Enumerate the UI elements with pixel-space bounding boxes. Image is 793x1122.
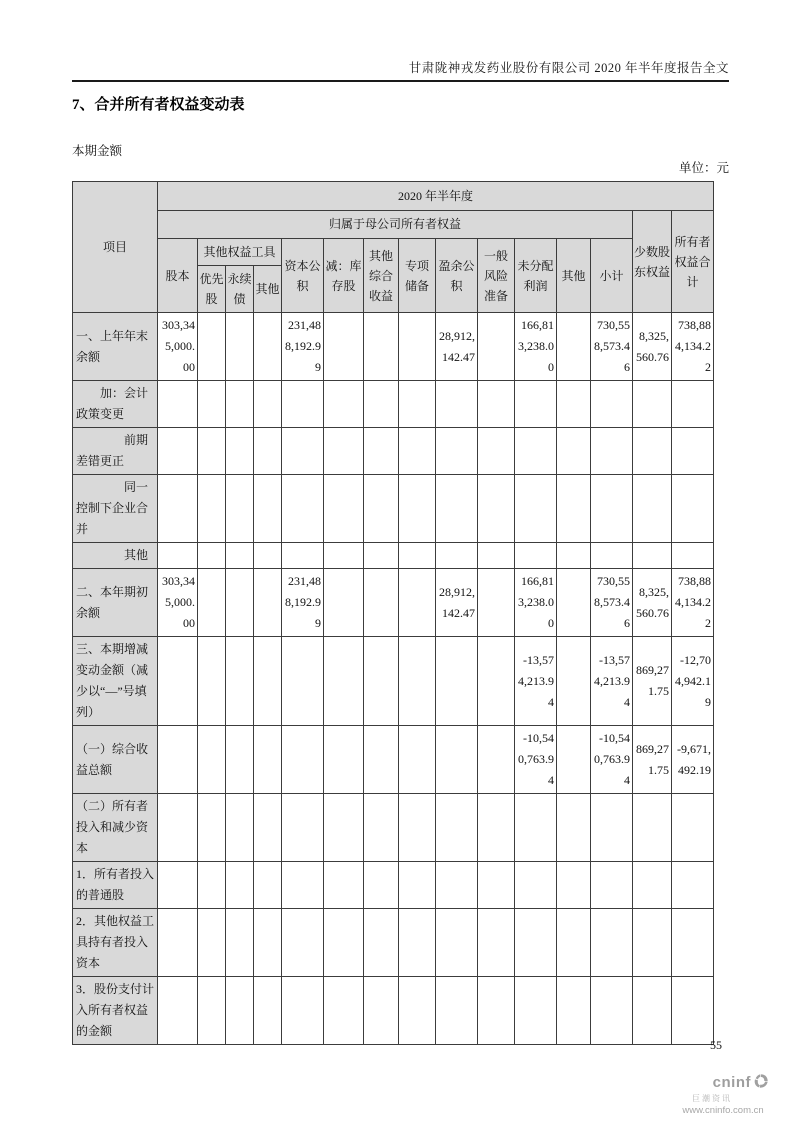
value-cell — [591, 543, 633, 569]
value-cell — [254, 381, 282, 428]
value-cell — [254, 428, 282, 475]
table-row — [73, 862, 714, 909]
value-cell — [633, 794, 672, 862]
col-header-other: 其他 — [557, 239, 591, 313]
value-cell — [226, 381, 254, 428]
value-cell — [158, 862, 198, 909]
value-cell — [364, 569, 399, 637]
value-cell: 166,813,238.00 — [515, 313, 557, 381]
value-cell — [226, 543, 254, 569]
value-cell — [557, 726, 591, 794]
value-cell — [254, 313, 282, 381]
value-cell — [478, 794, 515, 862]
value-cell — [436, 726, 478, 794]
value-cell — [198, 637, 226, 726]
value-cell — [478, 428, 515, 475]
value-cell — [515, 862, 557, 909]
value-cell: 166,813,238.00 — [515, 569, 557, 637]
table-row — [73, 569, 714, 637]
value-cell: -13,574,213.94 — [515, 637, 557, 726]
value-cell — [399, 569, 436, 637]
value-cell — [254, 637, 282, 726]
table-row — [73, 977, 714, 1045]
value-cell — [324, 543, 364, 569]
value-cell — [478, 381, 515, 428]
value-cell — [364, 381, 399, 428]
logo-chinese-name: 巨潮资讯 — [692, 1093, 732, 1103]
value-cell — [436, 794, 478, 862]
value-cell: 869,271.75 — [633, 726, 672, 794]
value-cell — [364, 313, 399, 381]
table-row — [73, 794, 714, 862]
value-cell — [591, 381, 633, 428]
value-cell — [436, 909, 478, 977]
value-cell — [226, 313, 254, 381]
row-label: 二、本年期初余额 — [73, 569, 158, 637]
table-row — [73, 637, 714, 726]
value-cell — [364, 637, 399, 726]
value-cell — [158, 381, 198, 428]
value-cell — [557, 862, 591, 909]
value-cell — [282, 909, 324, 977]
value-cell — [633, 862, 672, 909]
row-label: 前期差错更正 — [73, 428, 158, 475]
value-cell — [282, 543, 324, 569]
value-cell — [158, 428, 198, 475]
value-cell: 28,912,142.47 — [436, 313, 478, 381]
value-cell — [672, 909, 714, 977]
value-cell — [324, 569, 364, 637]
value-cell: 303,345,000.00 — [158, 569, 198, 637]
value-cell — [324, 381, 364, 428]
value-cell — [399, 475, 436, 543]
value-cell — [591, 428, 633, 475]
row-label: 加：会计政策变更 — [73, 381, 158, 428]
value-cell — [557, 428, 591, 475]
value-cell — [515, 475, 557, 543]
value-cell — [591, 794, 633, 862]
logo-brand-text: cninf — [712, 1074, 751, 1092]
value-cell — [282, 862, 324, 909]
value-cell — [198, 909, 226, 977]
value-cell — [633, 543, 672, 569]
value-cell — [198, 428, 226, 475]
value-cell — [226, 977, 254, 1045]
value-cell — [557, 475, 591, 543]
value-cell — [478, 569, 515, 637]
value-cell: -10,540,763.94 — [591, 726, 633, 794]
value-cell — [282, 637, 324, 726]
value-cell — [672, 862, 714, 909]
value-cell — [515, 794, 557, 862]
section-title: 7、合并所有者权益变动表 — [72, 97, 245, 113]
value-cell — [591, 862, 633, 909]
value-cell — [198, 794, 226, 862]
value-cell — [557, 313, 591, 381]
value-cell — [672, 381, 714, 428]
col-header-parent-equity: 归属于母公司所有者权益 — [158, 211, 633, 239]
value-cell — [324, 313, 364, 381]
value-cell — [364, 909, 399, 977]
value-cell — [226, 569, 254, 637]
value-cell — [226, 637, 254, 726]
col-header-oci: 其他综合收益 — [364, 239, 399, 313]
col-header-special-reserve: 专项储备 — [399, 239, 436, 313]
header-divider — [72, 80, 729, 82]
table-row — [73, 909, 714, 977]
value-cell: 28,912,142.47 — [436, 569, 478, 637]
value-cell — [557, 909, 591, 977]
value-cell — [436, 543, 478, 569]
col-header-period: 2020 年半年度 — [158, 182, 714, 211]
value-cell — [254, 475, 282, 543]
col-header-surplus-reserve: 盈余公积 — [436, 239, 478, 313]
value-cell — [399, 909, 436, 977]
row-label: （二）所有者投入和减少资本 — [73, 794, 158, 862]
value-cell — [557, 637, 591, 726]
table-row — [73, 381, 714, 428]
value-cell — [282, 794, 324, 862]
value-cell — [324, 977, 364, 1045]
value-cell — [226, 428, 254, 475]
value-cell — [399, 543, 436, 569]
value-cell — [436, 381, 478, 428]
value-cell — [399, 381, 436, 428]
value-cell — [158, 475, 198, 543]
value-cell — [557, 543, 591, 569]
col-header-other-equity-other: 其他 — [254, 266, 282, 313]
value-cell — [399, 862, 436, 909]
value-cell: -12,704,942.19 — [672, 637, 714, 726]
value-cell — [254, 569, 282, 637]
value-cell — [226, 794, 254, 862]
row-label: 同一控制下企业合并 — [73, 475, 158, 543]
value-cell — [226, 726, 254, 794]
value-cell — [364, 977, 399, 1045]
value-cell — [633, 428, 672, 475]
value-cell — [198, 381, 226, 428]
value-cell — [478, 909, 515, 977]
value-cell — [198, 726, 226, 794]
value-cell — [226, 862, 254, 909]
value-cell — [672, 543, 714, 569]
value-cell: 231,488,192.99 — [282, 569, 324, 637]
value-cell: -13,574,213.94 — [591, 637, 633, 726]
value-cell: 869,271.75 — [633, 637, 672, 726]
value-cell — [672, 475, 714, 543]
value-cell: 730,558,573.46 — [591, 569, 633, 637]
value-cell — [198, 569, 226, 637]
page-number: 55 — [710, 1038, 722, 1052]
col-header-general-risk: 一般风险准备 — [478, 239, 515, 313]
equity-change-table — [72, 181, 714, 1045]
row-label: （一）综合收益总额 — [73, 726, 158, 794]
equity-table-body — [73, 313, 714, 1045]
value-cell — [198, 313, 226, 381]
value-cell — [557, 381, 591, 428]
table-row — [73, 313, 714, 381]
value-cell — [324, 637, 364, 726]
value-cell — [672, 977, 714, 1045]
value-cell — [399, 726, 436, 794]
value-cell: 730,558,573.46 — [591, 313, 633, 381]
value-cell — [633, 909, 672, 977]
value-cell — [282, 977, 324, 1045]
value-cell: -10,540,763.94 — [515, 726, 557, 794]
value-cell: 303,345,000.00 — [158, 313, 198, 381]
value-cell — [158, 637, 198, 726]
col-header-perpetual: 永续债 — [226, 266, 254, 313]
row-label: 2．其他权益工具持有者投入资本 — [73, 909, 158, 977]
value-cell — [324, 726, 364, 794]
col-header-minority-interest: 少数股东权益 — [633, 211, 672, 313]
value-cell — [364, 475, 399, 543]
cninfo-swirl-icon — [753, 1073, 769, 1094]
value-cell — [282, 726, 324, 794]
value-cell — [515, 909, 557, 977]
value-cell — [515, 428, 557, 475]
value-cell — [226, 909, 254, 977]
value-cell — [158, 543, 198, 569]
value-cell — [591, 475, 633, 543]
value-cell — [515, 381, 557, 428]
row-label: 一、上年年末余额 — [73, 313, 158, 381]
value-cell — [672, 428, 714, 475]
value-cell — [254, 909, 282, 977]
row-label: 1．所有者投入的普通股 — [73, 862, 158, 909]
table-row — [73, 428, 714, 475]
value-cell — [478, 637, 515, 726]
value-cell — [436, 637, 478, 726]
unit-label: 单位：元 — [678, 161, 729, 175]
value-cell — [254, 862, 282, 909]
value-cell — [282, 428, 324, 475]
col-header-capital-reserve: 资本公积 — [282, 239, 324, 313]
value-cell — [158, 977, 198, 1045]
value-cell — [282, 381, 324, 428]
value-cell — [478, 726, 515, 794]
value-cell — [158, 909, 198, 977]
col-header-share-capital: 股本 — [158, 239, 198, 313]
value-cell — [364, 428, 399, 475]
value-cell — [254, 543, 282, 569]
col-header-less-treasury: 减：库存股 — [324, 239, 364, 313]
value-cell — [198, 543, 226, 569]
cninfo-logo — [663, 1073, 783, 1116]
value-cell — [633, 475, 672, 543]
value-cell — [591, 909, 633, 977]
row-label: 其他 — [73, 543, 158, 569]
value-cell — [515, 977, 557, 1045]
value-cell — [633, 977, 672, 1045]
value-cell: -9,671,492.19 — [672, 726, 714, 794]
value-cell — [324, 428, 364, 475]
value-cell — [478, 475, 515, 543]
value-cell — [198, 977, 226, 1045]
value-cell — [399, 637, 436, 726]
value-cell — [324, 794, 364, 862]
value-cell — [198, 862, 226, 909]
value-cell — [399, 428, 436, 475]
value-cell — [515, 543, 557, 569]
value-cell: 738,884,134.22 — [672, 313, 714, 381]
value-cell — [399, 794, 436, 862]
col-header-total-equity: 所有者权益合计 — [672, 211, 714, 313]
value-cell — [557, 977, 591, 1045]
value-cell — [198, 475, 226, 543]
document-header: 甘肃陇神戎发药业股份有限公司 2020 年半年度报告全文 — [408, 61, 729, 75]
value-cell — [436, 862, 478, 909]
value-cell — [672, 794, 714, 862]
value-cell — [633, 381, 672, 428]
value-cell — [254, 794, 282, 862]
value-cell — [478, 313, 515, 381]
table-row — [73, 726, 714, 794]
col-header-subtotal: 小计 — [591, 239, 633, 313]
row-label: 三、本期增减变动金额（减少以“—”号填列） — [73, 637, 158, 726]
value-cell — [324, 909, 364, 977]
value-cell — [478, 862, 515, 909]
table-row — [73, 475, 714, 543]
value-cell — [436, 977, 478, 1045]
value-cell — [158, 726, 198, 794]
value-cell — [254, 977, 282, 1045]
value-cell — [478, 543, 515, 569]
col-header-item: 项目 — [73, 182, 158, 313]
value-cell — [399, 977, 436, 1045]
value-cell — [399, 313, 436, 381]
value-cell — [254, 726, 282, 794]
value-cell — [364, 543, 399, 569]
value-cell: 738,884,134.22 — [672, 569, 714, 637]
value-cell — [226, 475, 254, 543]
value-cell — [557, 794, 591, 862]
value-cell — [364, 726, 399, 794]
value-cell — [282, 475, 324, 543]
col-header-preferred: 优先股 — [198, 266, 226, 313]
row-label: 3．股份支付计入所有者权益的金额 — [73, 977, 158, 1045]
value-cell — [478, 977, 515, 1045]
value-cell — [557, 569, 591, 637]
value-cell — [158, 794, 198, 862]
col-header-undistributed-profit: 未分配利润 — [515, 239, 557, 313]
value-cell: 8,325,560.76 — [633, 313, 672, 381]
value-cell: 8,325,560.76 — [633, 569, 672, 637]
value-cell — [436, 428, 478, 475]
table-row — [73, 543, 714, 569]
period-amount-label: 本期金额 — [72, 144, 123, 158]
logo-url: www.cninfo.com.cn — [682, 1104, 764, 1116]
col-header-other-equity-instruments: 其他权益工具 — [198, 239, 282, 266]
value-cell — [364, 862, 399, 909]
value-cell — [436, 475, 478, 543]
value-cell — [324, 862, 364, 909]
value-cell: 231,488,192.99 — [282, 313, 324, 381]
value-cell — [591, 977, 633, 1045]
value-cell — [324, 475, 364, 543]
value-cell — [364, 794, 399, 862]
